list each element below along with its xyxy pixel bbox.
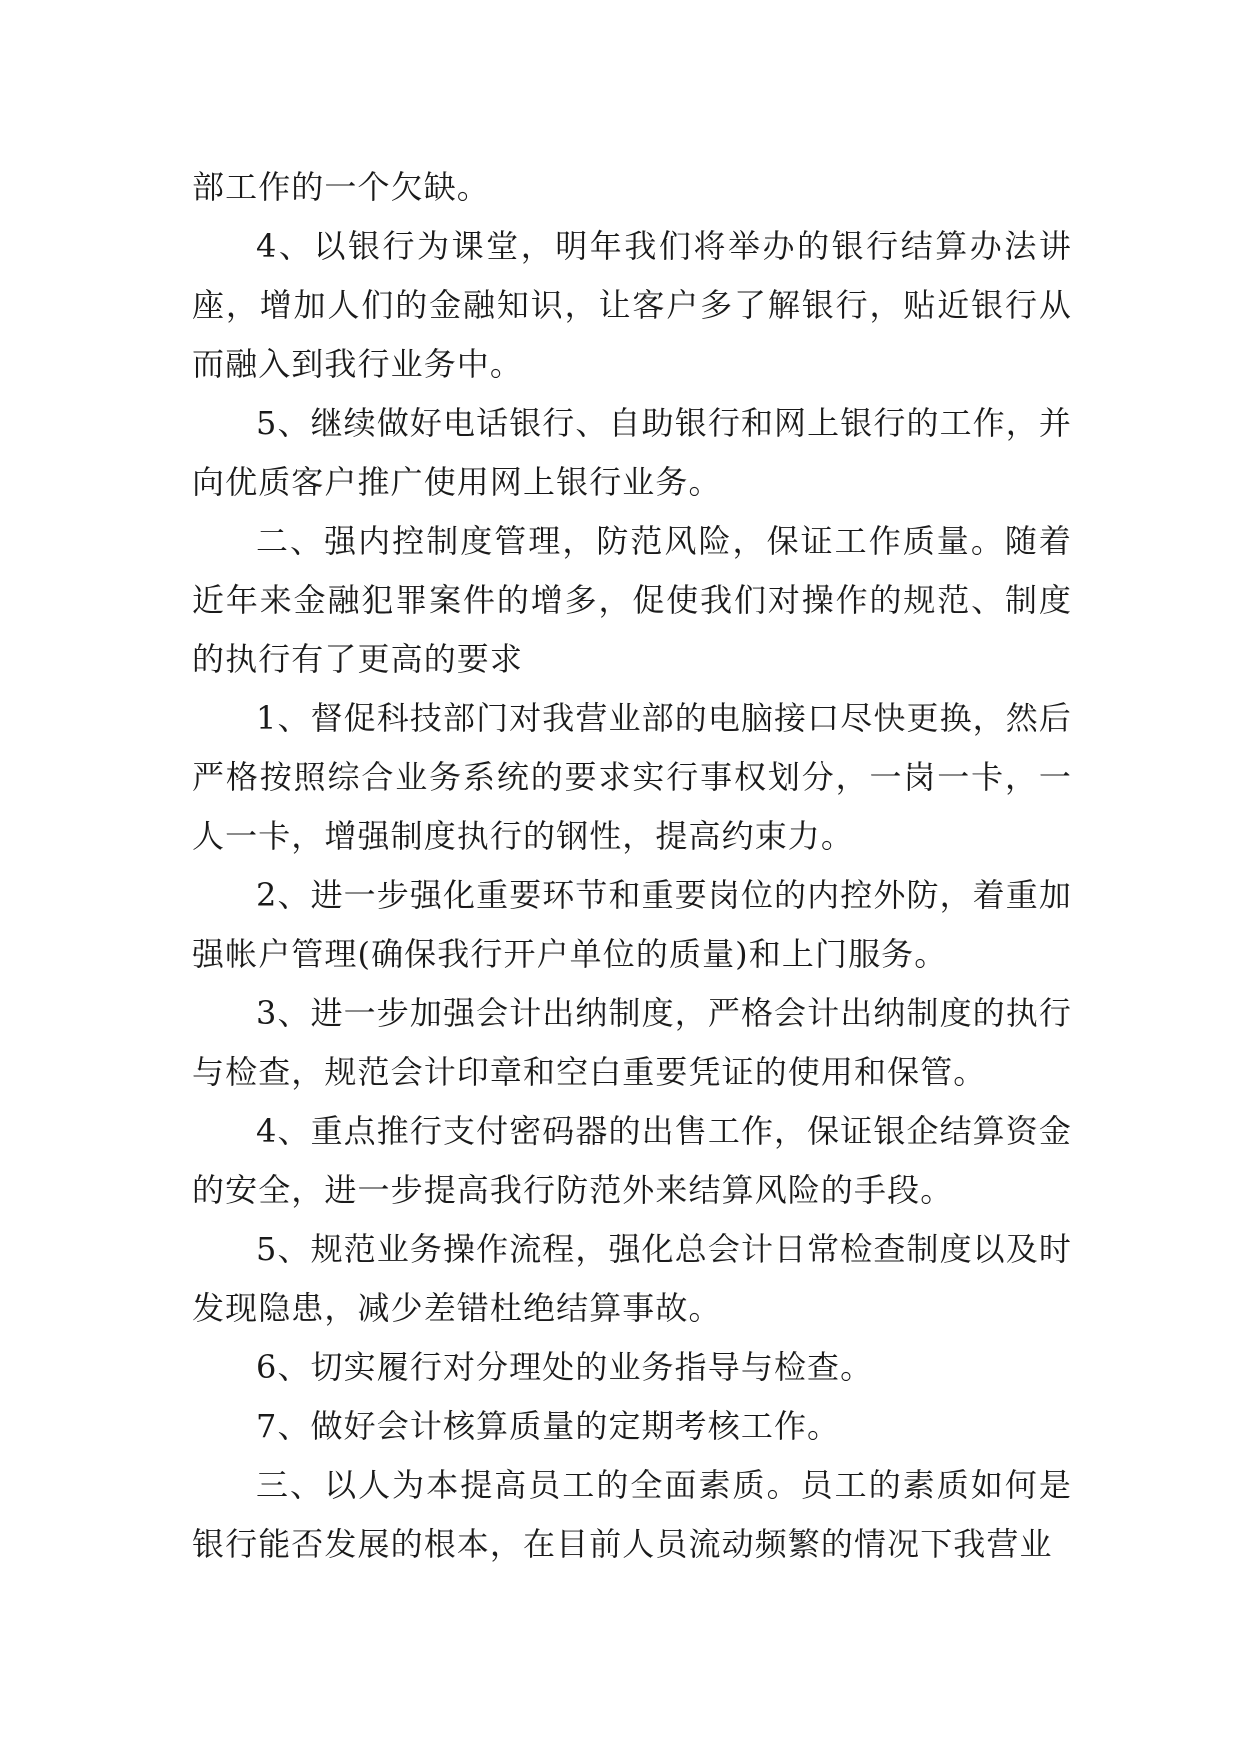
paragraph: 1、督促科技部门对我营业部的电脑接口尽快更换，然后严格按照综合业务系统的要求实行事权划分，一岗一卡，一人一卡，增强制度执行的钢性，提高约束力。: [192, 699, 1072, 855]
paragraph: 5、继续做好电话银行、自助银行和网上银行的工作，并向优质客户推广使用网上银行业务。: [192, 404, 1072, 501]
paragraph: 二、强内控制度管理，防范风险，保证工作质量。随着近年来金融犯罪案件的增多，促使我们对操作的规范、制度的执行有了更高的要求: [192, 522, 1072, 678]
paragraph: 4、以银行为课堂，明年我们将举办的银行结算办法讲座，增加人们的金融知识，让客户多了解银行，贴近银行从而融入到我行业务中。: [192, 227, 1072, 383]
paragraph: 2、进一步强化重要环节和重要岗位的内控外防，着重加强帐户管理(确保我行开户单位的质量)和上门服务。: [192, 876, 1072, 973]
document-body: [192, 158, 1072, 1574]
paragraph: 6、切实履行对分理处的业务指导与检查。: [256, 1348, 874, 1386]
paragraph: 5、规范业务操作流程，强化总会计日常检查制度以及时发现隐患，减少差错杜绝结算事故。: [192, 1230, 1072, 1327]
paragraph: 三、以人为本提高员工的全面素质。员工的素质如何是银行能否发展的根本，在目前人员流动频繁的情况下我营业: [192, 1466, 1072, 1563]
paragraph: 部工作的一个欠缺。: [192, 168, 490, 206]
paragraph: 3、进一步加强会计出纳制度，严格会计出纳制度的执行与检查，规范会计印章和空白重要凭证的使用和保管。: [192, 994, 1072, 1091]
paragraph: 4、重点推行支付密码器的出售工作，保证银企结算资金的安全，进一步提高我行防范外来结算风险的手段。: [192, 1112, 1072, 1209]
paragraph: 7、做好会计核算质量的定期考核工作。: [256, 1407, 841, 1445]
